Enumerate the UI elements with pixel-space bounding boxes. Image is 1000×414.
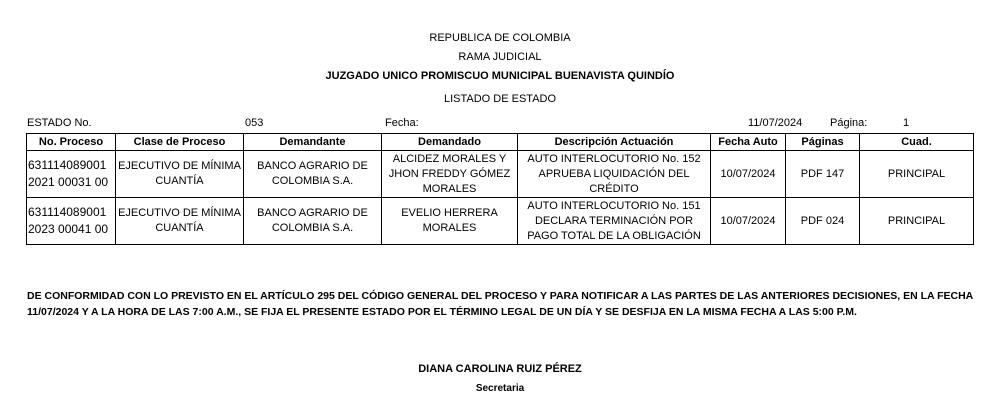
list-title: LISTADO DE ESTADO [443, 93, 557, 105]
proceso-line: 2021 00031 00 [28, 175, 109, 189]
table-row [27, 151, 974, 198]
estado-number: 053 [245, 117, 264, 129]
clase-cell: EJECUTIVO DE MÍNIMA CUANTÍA [116, 198, 244, 245]
pagina-value: 1 [903, 117, 910, 129]
header-country: REPUBLICA DE COLOMBIA [429, 32, 571, 44]
signature-name: DIANA CAROLINA RUIZ PÉREZ [418, 363, 582, 375]
proceso-line: 2023 00041 00 [28, 222, 109, 236]
cuad-cell: PRINCIPAL [860, 151, 974, 198]
pagina-label: Página: [830, 117, 868, 129]
paginas-cell: PDF 024 [786, 198, 860, 245]
signature-role: Secretaria [475, 383, 525, 394]
descripcion-cell: AUTO INTERLOCUTORIO No. 151 DECLARA TERMINACIÓN POR PAGO TOTAL DE LA OBLIGACIÓN [518, 198, 711, 245]
cuad-cell: PRINCIPAL [860, 198, 974, 245]
proceso-line: 631114089001 [28, 205, 107, 219]
clase-cell: EJECUTIVO DE MÍNIMA CUANTÍA [116, 151, 244, 198]
column-header: Fecha Auto [711, 134, 786, 151]
column-header: Demandado [382, 134, 518, 151]
demandante-cell: BANCO AGRARIO DE COLOMBIA S.A. [244, 151, 382, 198]
column-header: Demandante [244, 134, 382, 151]
column-header: Descripción Actuación [518, 134, 711, 151]
fecha-label: Fecha: [385, 117, 419, 129]
court-name: JUZGADO UNICO PROMISCUO MUNICIPAL BUENAVISTA QUINDÍO [325, 70, 675, 82]
demandado-cell: ALCIDEZ MORALES Y JHON FREDDY GÓMEZ MORALES [382, 151, 518, 198]
column-header: Cuad. [860, 134, 974, 151]
estado-label: ESTADO No. [27, 117, 92, 129]
header-branch: RAMA JUDICIAL [458, 51, 542, 63]
estado-table [26, 133, 974, 245]
demandado-cell: EVELIO HERRERA MORALES [382, 198, 518, 245]
column-header: Páginas [786, 134, 860, 151]
demandante-cell: BANCO AGRARIO DE COLOMBIA S.A. [244, 198, 382, 245]
fecha-auto-cell: 10/07/2024 [711, 198, 786, 245]
table-row [27, 198, 974, 245]
proceso-cell [27, 198, 116, 245]
column-header: No. Proceso [27, 134, 116, 151]
fecha-value: 11/07/2024 [748, 117, 803, 129]
table-header-row [27, 134, 974, 151]
proceso-cell [27, 151, 116, 198]
legal-notice: DE CONFORMIDAD CON LO PREVISTO EN EL ARTÍCULO 295 DEL CÓDIGO GENERAL DEL PROCESO Y PARA NOTIFICAR A LAS PARTES DE LAS ANTERIORES DECISIONES, EN LA FECHA 11/07/2024 Y A LA HORA DE LAS 7:00 A.M., SE FIJA EL PRESENTE ESTADO POR EL TÉRMINO LEGAL DE UN DÍA Y SE DESFIJA EN LA MISMA FECHA A LAS 5:00 P.M. [27, 290, 973, 318]
fecha-auto-cell: 10/07/2024 [711, 151, 786, 198]
column-header: Clase de Proceso [116, 134, 244, 151]
descripcion-cell: AUTO INTERLOCUTORIO No. 152 APRUEBA LIQUIDACIÓN DEL CRÉDITO [518, 151, 711, 198]
proceso-line: 631114089001 [28, 158, 107, 172]
paginas-cell: PDF 147 [786, 151, 860, 198]
